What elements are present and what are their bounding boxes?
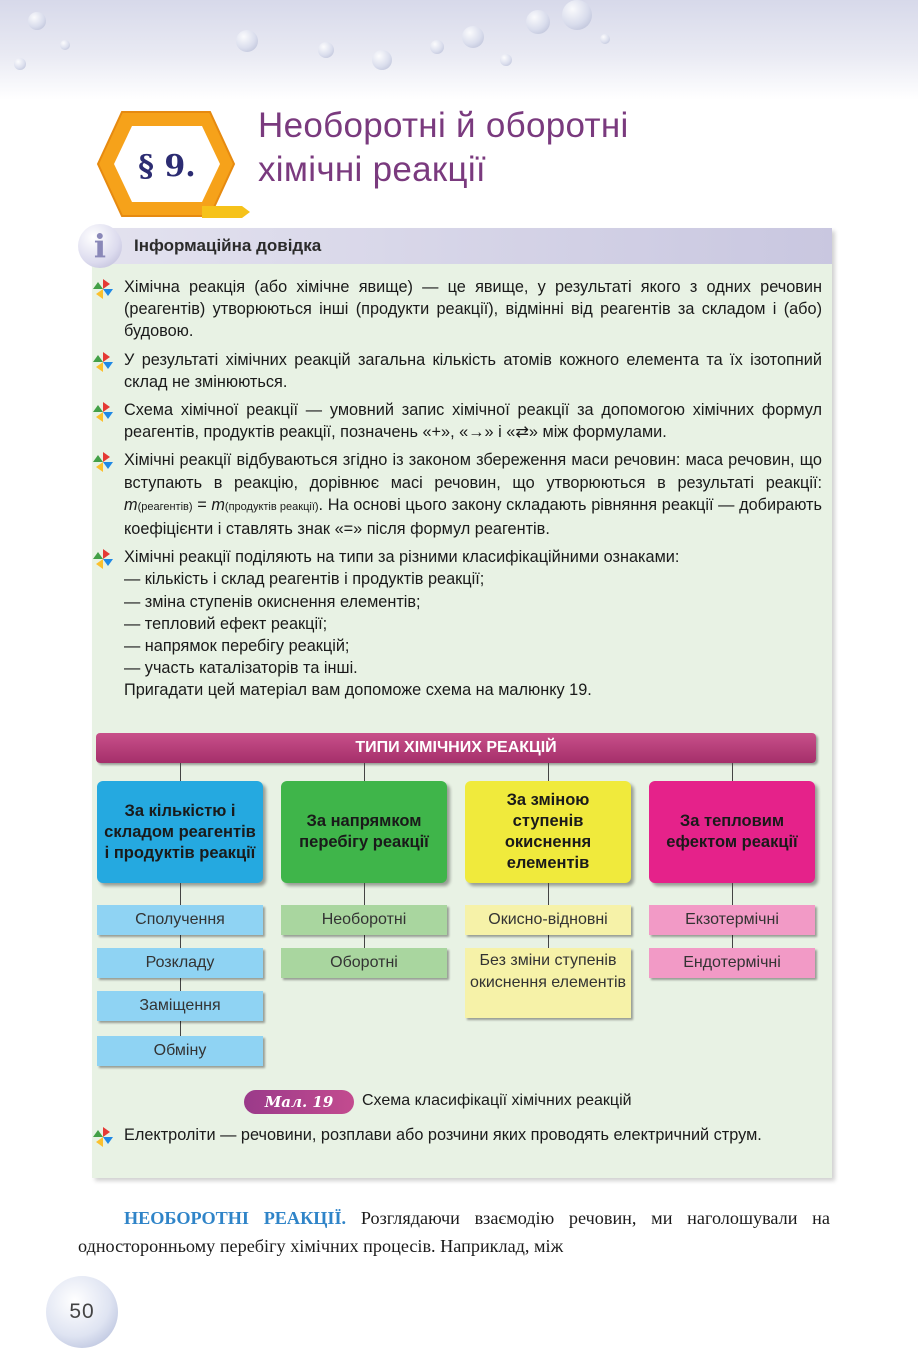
- list-item: Електроліти — речовини, розплави або розчини яких проводять електричний струм.: [124, 1124, 822, 1146]
- info-icon: i: [78, 224, 122, 268]
- connector-line: [548, 763, 549, 781]
- list-item: — зміна ступенів окиснення елементів;: [124, 592, 421, 611]
- reaction-type-item: Заміщення: [97, 991, 263, 1021]
- page-number: 50: [46, 1276, 118, 1348]
- pinwheel-icon: [92, 401, 114, 423]
- category-box: За напрямком перебігу реакції: [281, 781, 447, 883]
- section-heading: НЕОБОРОТНІ РЕАКЦІЇ.: [124, 1208, 347, 1228]
- info-bullets-tail: [124, 1124, 822, 1152]
- decorative-bubble: [28, 12, 46, 30]
- decorative-bubble: [562, 0, 592, 30]
- reaction-type-item: Без зміни ступенів окиснення елементів: [465, 948, 631, 1018]
- category-box: За кількістю і складом реагентів і продуктів реакції: [97, 781, 263, 883]
- decorative-bubble: [14, 58, 26, 70]
- paragraph-number: § 9.: [138, 149, 196, 184]
- body-paragraph: НЕОБОРОТНІ РЕАКЦІЇ. Розглядаючи взаємодію речовин, ми наголошували на односторонньому перебігу хімічних процесів. Наприклад, між: [78, 1208, 830, 1256]
- classification-criteria: [124, 568, 822, 679]
- pinwheel-icon: [92, 548, 114, 570]
- decorative-bubble: [500, 54, 512, 66]
- decorative-bubble: [462, 26, 484, 48]
- decorative-bubble: [526, 10, 550, 34]
- page-title: Необоротні й оборотні хімічні реакції: [258, 106, 629, 189]
- figure-label: Мал. 19: [244, 1090, 354, 1114]
- pinwheel-icon: [92, 351, 114, 373]
- pinwheel-icon: [92, 278, 114, 300]
- connector-line: [732, 763, 733, 781]
- list-item: — напрямок перебігу реакцій;: [124, 637, 350, 656]
- pinwheel-icon: [92, 1126, 114, 1148]
- category-box: За тепловим ефектом реакції: [649, 781, 815, 883]
- connector-line: [364, 763, 365, 781]
- info-title: Інформаційна довідка: [134, 236, 322, 255]
- decorative-bubble: [236, 30, 258, 52]
- paragraph-badge: [92, 108, 250, 220]
- recall-note: Пригадати цей матеріал вам допоможе схема на малюнку 19.: [124, 681, 592, 700]
- list-item: Хімічні реакції поділяють на типи за різними класифікаційними ознаками: — кількість і склад реагентів і продуктів реакції; — зміна ступенів окиснення елементів; — тепловий ефект реакції; — напрямок перебігу реакцій; — участь каталізаторів та інші. Пригадати цей матеріал вам допоможе схема на малюнку 19.: [124, 546, 822, 701]
- category-box: За зміною ступенів окиснення елементів: [465, 781, 631, 883]
- connector-line: [180, 763, 181, 781]
- decorative-bubble: [60, 40, 70, 50]
- list-item: Схема хімічної реакції — умовний запис хімічної реакції за допомогою хімічних формул реагентів, продуктів реакції, позначень «+», «→» і «⇄» між формулами.: [124, 399, 822, 443]
- diagram-title: ТИПИ ХІМІЧНИХ РЕАКЦІЙ: [96, 733, 816, 763]
- decorative-bubble: [318, 42, 334, 58]
- list-item: У результаті хімічних реакцій загальна кількість атомів кожного елемента та їх ізотопний склад не змінюються.: [124, 349, 822, 393]
- decorative-bubble: [600, 34, 610, 44]
- reaction-types-diagram: [96, 733, 818, 1078]
- decorative-bubble: [372, 50, 392, 70]
- info-bullets: [124, 276, 822, 708]
- header-decoration: [0, 0, 918, 100]
- reaction-type-item: Розкладу: [97, 948, 263, 978]
- list-item: — участь каталізаторів та інші.: [124, 659, 358, 678]
- reaction-type-item: Оборотні: [281, 948, 447, 978]
- list-item: — тепловий ефект реакції;: [124, 614, 328, 633]
- reaction-type-item: Сполучення: [97, 905, 263, 935]
- reaction-type-item: Необоротні: [281, 905, 447, 935]
- reaction-type-item: Екзотермічні: [649, 905, 815, 935]
- list-item: Хімічні реакції відбуваються згідно із законом збереження маси речовин: маса речовин, що вступають в реакцію, дорівнює масі речовин, що утворюються в результаті реакції: m(реагентів) = m(продуктів реакції). На основі цього закону складають рівняння реакції — добирають коефіцієнти і ставлять знак «=» після формул реагентів.: [124, 449, 822, 540]
- figure-caption-text: Схема класифікації хімічних реакцій: [362, 1092, 632, 1109]
- decorative-bubble: [430, 40, 444, 54]
- reaction-type-item: Ендотермічні: [649, 948, 815, 978]
- pinwheel-icon: [92, 451, 114, 473]
- reaction-type-item: Обміну: [97, 1036, 263, 1066]
- list-item: — кількість і склад реагентів і продуктів реакції;: [124, 570, 485, 589]
- reaction-type-item: Окисно-відновні: [465, 905, 631, 935]
- list-item: Хімічна реакція (або хімічне явище) — це явище, у результаті якого з одних речовин (реагентів) утворюються інші (продукти реакції), відмінні від реагентів за складом і (або) будовою.: [124, 276, 822, 343]
